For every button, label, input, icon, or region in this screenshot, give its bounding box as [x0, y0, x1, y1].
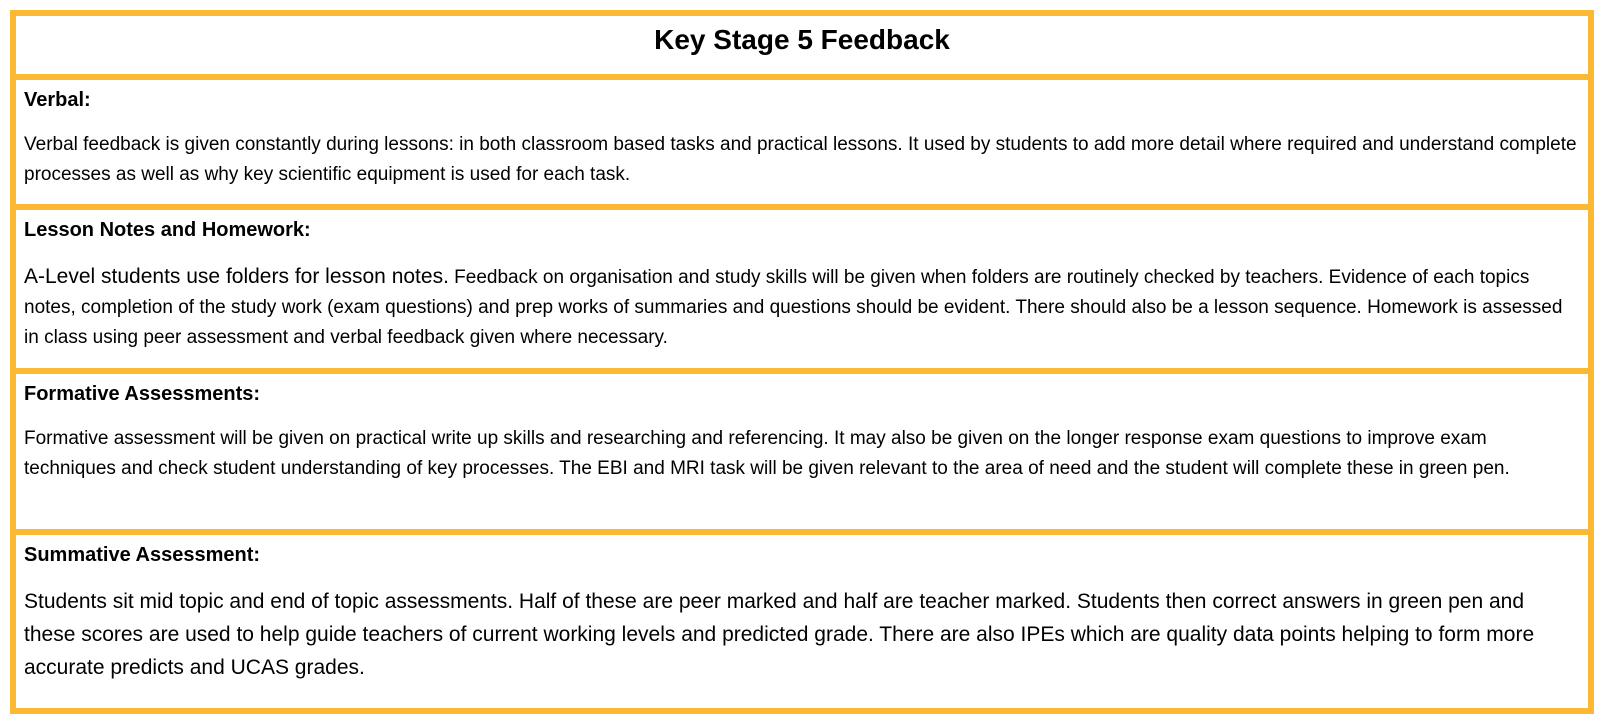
section-heading-verbal: Verbal:	[24, 89, 91, 111]
section-heading-summative: Summative Assessment:	[24, 544, 261, 566]
section-body-verbal: Verbal feedback is given constantly during lessons: in both classroom based tasks and practical lessons. It used by students to add more detail where required and understand complete processes as well as why key scientific equipment is used for each task.	[24, 134, 1577, 185]
section-body-formative: Formative assessment will be given on practical write up skills and researching and referencing. It may also be given on the longer response exam questions to improve exam techniques and check student understanding of key processes. The EBI and MRI task will be given relevant to the area of need and the student will complete these in green pen.	[24, 428, 1510, 479]
section-body-summative: Students sit mid topic and end of topic assessments. Half of these are peer marked and half are teacher marked. Students then correct answers in green pen and these scores are used to help guide teachers of current working levels and predicted grade. There are also IPEs which are quality data points helping to form more accurate predicts and UCAS grades.	[24, 590, 1535, 679]
section-heading-lesson-notes: Lesson Notes and Homework:	[24, 219, 311, 241]
section-summative-assessment	[16, 535, 1588, 702]
section-heading-formative: Formative Assessments:	[24, 383, 261, 405]
feedback-table	[10, 10, 1594, 714]
page-title: Key Stage 5 Feedback	[654, 24, 950, 55]
section-body-lesson-notes-text: Feedback on organisation and study skills will be given when folders are routinely checked by teachers. Evidence of each topics notes, completion of the study work (exam questions) and prep works of summaries and questions should be evident. There should also be a lesson sequence. Homework is assessed in class using peer assessment and verbal feedback given where necessary.	[24, 267, 1563, 348]
section-body-lesson-notes	[24, 262, 1580, 353]
title-row	[16, 16, 1588, 80]
section-verbal	[16, 80, 1588, 210]
section-lesson-notes-homework	[16, 210, 1588, 374]
section-formative-assessments	[16, 374, 1588, 535]
section-lead-lesson-notes: A-Level students use folders for lesson notes.	[24, 265, 449, 288]
